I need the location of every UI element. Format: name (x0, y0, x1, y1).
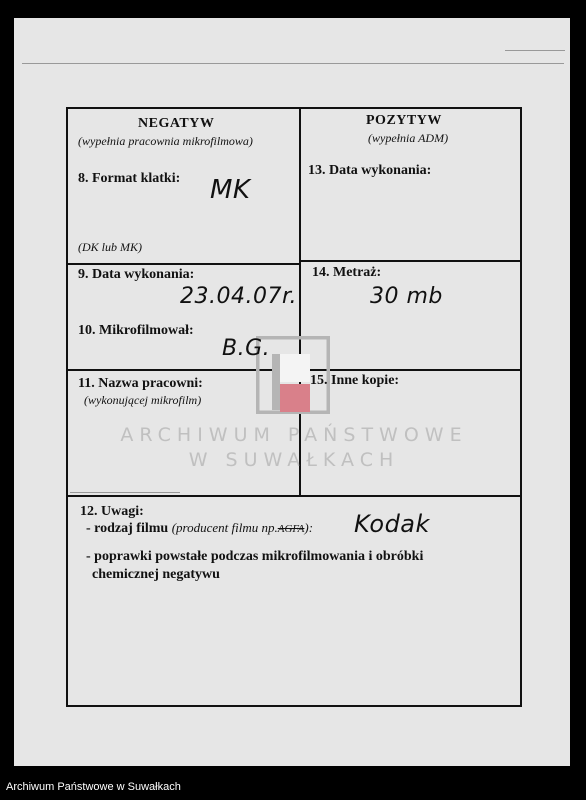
scan-line (22, 63, 564, 64)
corrections-line-2: chemicznej negatywu (92, 567, 220, 582)
watermark-line-2: W SUWAŁKACH (188, 449, 400, 471)
film-type-hint: (producent filmu np. (171, 520, 278, 535)
logo-red-field (280, 384, 310, 412)
date-label: 9. Data wykonania: (78, 267, 195, 282)
negatyw-subtitle: (wypełnia pracownia mikrofilmowa) (78, 134, 253, 148)
footer-bar (0, 777, 586, 800)
watermark-line-1: ARCHIWUM PAŃSTWOWE (120, 424, 468, 446)
logo-white-field (280, 354, 310, 382)
uwagi-label: 12. Uwagi: (80, 504, 144, 519)
workshop-label: 11. Nazwa pracowni: (78, 376, 203, 391)
date-value: 23.04.07r. (180, 284, 297, 309)
film-type-hint-struck: AGFA (277, 523, 305, 535)
film-type-value: Kodak (354, 510, 430, 538)
length-value: 30 mb (370, 284, 443, 309)
copies-label: 15. Inne kopie: (310, 373, 400, 388)
pozytyw-title: POZYTYW (366, 113, 442, 128)
pozytyw-date-label: 13. Data wykonania: (308, 163, 432, 178)
workshop-hint: (wykonującej mikrofilm) (84, 393, 202, 407)
film-type-hint-end: ): (304, 520, 314, 535)
format-label: 8. Format klatki: (78, 171, 181, 186)
row-divider (299, 260, 520, 262)
footer-text: Archiwum Państwowe w Suwałkach (6, 781, 181, 793)
logo-bar (272, 354, 280, 410)
negatyw-title: NEGATYW (138, 116, 215, 131)
operator-label: 10. Mikrofilmował: (78, 323, 194, 338)
format-hint: (DK lub MK) (78, 240, 142, 254)
film-type-line (86, 520, 313, 537)
scan-line (505, 50, 565, 51)
pozytyw-subtitle: (wypełnia ADM) (368, 131, 449, 145)
row-divider (68, 495, 520, 497)
film-type-prefix: - rodzaj filmu (86, 521, 169, 536)
corrections-line-1: - poprawki powstałe podczas mikrofilmowania i obróbki (86, 549, 424, 564)
format-value: MK (210, 175, 251, 205)
length-label: 14. Metraż: (312, 265, 382, 280)
operator-value: B.G. (222, 336, 271, 361)
row-divider (68, 263, 301, 265)
